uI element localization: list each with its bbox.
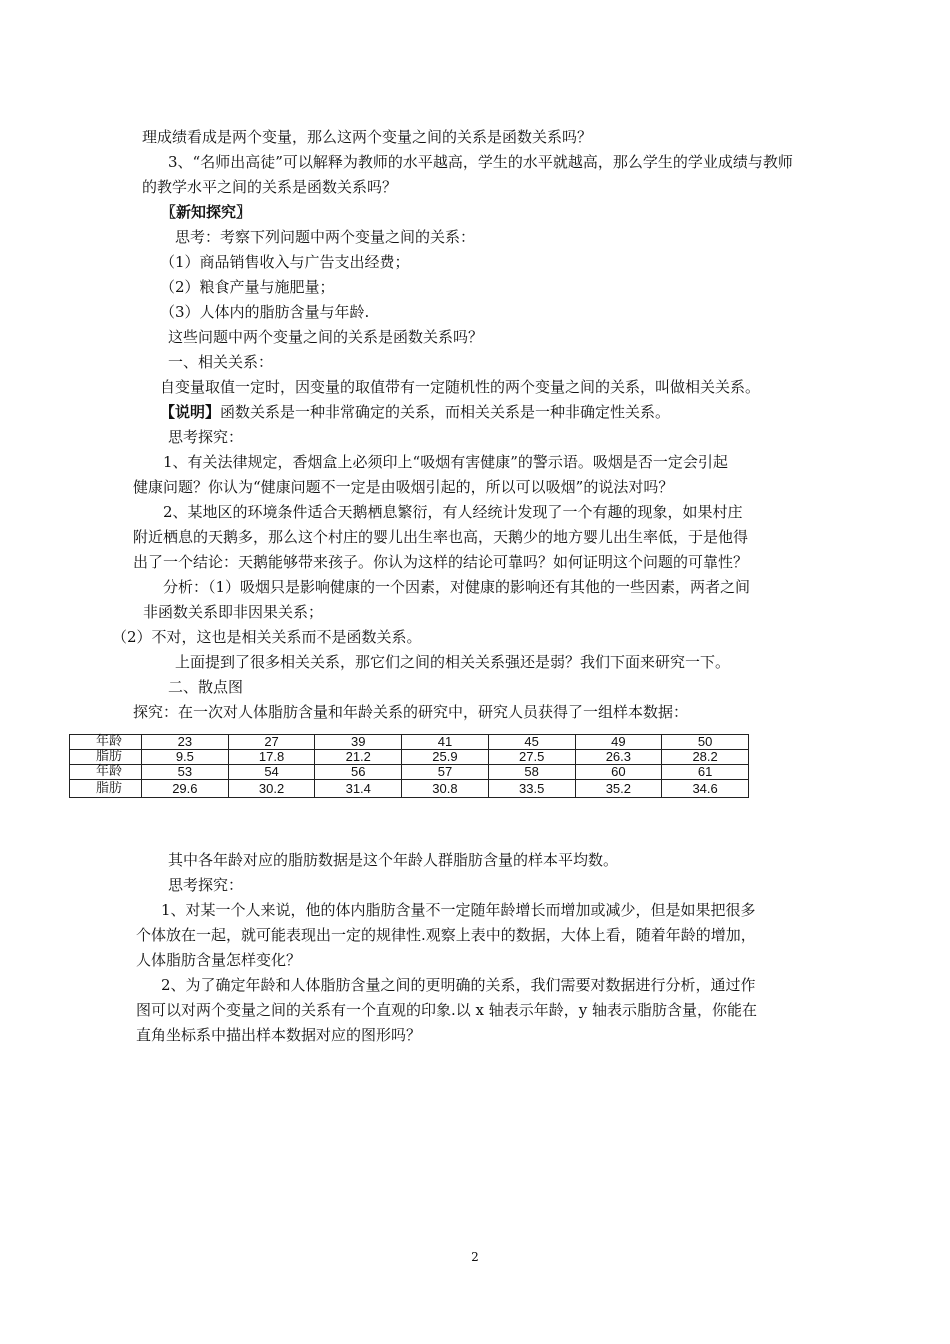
paragraph-line: 的教学水平之间的关系是函数关系吗？: [142, 178, 398, 196]
table-cell: 33.5: [488, 780, 575, 798]
paragraph-line: 1、有关法律规定，香烟盒上必须印上“吸烟有害健康”的警示语。吸烟是否一定会引起: [163, 453, 728, 471]
table-cell: 57: [402, 765, 489, 780]
paragraph-line: 其中各年龄对应的脂肪数据是这个年龄人群脂肪含量的样本平均数。: [168, 851, 619, 869]
table-row-label: 脂肪: [70, 750, 142, 765]
section-heading: 〖新知探究〗: [161, 203, 252, 221]
paragraph-line: 探究：在一次对人体脂肪含量和年龄关系的研究中，研究人员获得了一组样本数据：: [133, 703, 689, 721]
definition-line: 自变量取值一定时，因变量的取值带有一定随机性的两个变量之间的关系，叫做相关关系。: [160, 378, 761, 396]
table-cell: 56: [315, 765, 402, 780]
paragraph-line: （2）粮食产量与施肥量；: [160, 278, 335, 296]
table-cell: 28.2: [662, 750, 749, 765]
paragraph-line: 思考探究：: [168, 428, 244, 446]
table-cell: 9.5: [142, 750, 229, 765]
paragraph-line: 思考探究：: [168, 876, 244, 894]
table-cell: 27: [228, 735, 315, 750]
paragraph-line: 3、“名师出高徒”可以解释为教师的水平越高，学生的水平就越高，那么学生的学业成绩与教师: [168, 153, 793, 171]
table-cell: 60: [575, 765, 662, 780]
table-row: [70, 750, 749, 765]
table-cell: 58: [488, 765, 575, 780]
paragraph-line: 个体放在一起，就可能表现出一定的规律性.观察上表中的数据，大体上看，随着年龄的增加，: [136, 926, 756, 944]
table-cell: 17.8: [228, 750, 315, 765]
table-cell: 39: [315, 735, 402, 750]
table-cell: 61: [662, 765, 749, 780]
table-cell: 30.8: [402, 780, 489, 798]
section-heading: 二、散点图: [168, 678, 244, 696]
table-cell: 27.5: [488, 750, 575, 765]
note-text: 函数关系是一种非常确定的关系，而相关关系是一种非确定性关系。: [220, 403, 671, 421]
paragraph-line: 非函数关系即非因果关系；: [143, 603, 324, 621]
data-table: [69, 734, 749, 798]
table-row-label: 脂肪: [70, 780, 142, 798]
paragraph-line: 分析：（1）吸烟只是影响健康的一个因素，对健康的影响还有其他的一些因素，两者之间: [163, 578, 751, 596]
table-cell: 30.2: [228, 780, 315, 798]
paragraph-line: 2、为了确定年龄和人体脂肪含量之间的更明确的关系，我们需要对数据进行分析，通过作: [161, 976, 756, 994]
table-cell: 23: [142, 735, 229, 750]
paragraph-line: 附近栖息的天鹅多，那么这个村庄的婴儿出生率也高，天鹅少的地方婴儿出生率低，于是他得: [133, 528, 749, 546]
paragraph-line: 思考：考察下列问题中两个变量之间的关系：: [175, 228, 476, 246]
paragraph-line: 人体脂肪含量怎样变化？: [136, 951, 302, 969]
table-cell: 35.2: [575, 780, 662, 798]
note-line: [160, 402, 670, 422]
table-cell: 54: [228, 765, 315, 780]
table-cell: 34.6: [662, 780, 749, 798]
paragraph-line: 上面提到了很多相关关系，那它们之间的相关关系强还是弱？我们下面来研究一下。: [175, 653, 731, 671]
table-cell: 21.2: [315, 750, 402, 765]
table-row: [70, 735, 749, 750]
paragraph-line: 2、某地区的环境条件适合天鹅栖息繁衍，有人经统计发现了一个有趣的现象，如果村庄: [163, 503, 743, 521]
table-cell: 25.9: [402, 750, 489, 765]
paragraph-line: 健康问题？你认为“健康问题不一定是由吸烟引起的，所以可以吸烟”的说法对吗？: [133, 478, 674, 496]
table-cell: 53: [142, 765, 229, 780]
table-cell: 31.4: [315, 780, 402, 798]
paragraph-line: 这些问题中两个变量之间的关系是函数关系吗？: [168, 328, 484, 346]
table-cell: 50: [662, 735, 749, 750]
paragraph-line: （1）商品销售收入与广告支出经费；: [160, 253, 410, 271]
table-cell: 29.6: [142, 780, 229, 798]
table-cell: 49: [575, 735, 662, 750]
paragraph-line: 出了一个结论：天鹅能够带来孩子。你认为这样的结论可靠吗？如何证明这个问题的可靠性？: [133, 553, 749, 571]
table-cell: 41: [402, 735, 489, 750]
paragraph-line: 1、对某一个人来说，他的体内脂肪含量不一定随年龄增长而增加或减少，但是如果把很多: [161, 901, 756, 919]
table-row-label: 年龄: [70, 765, 142, 780]
paragraph-line: 直角坐标系中描出样本数据对应的图形吗？: [136, 1026, 422, 1044]
paragraph-line: （3）人体内的脂肪含量与年龄.: [160, 303, 370, 321]
page-number: 2: [471, 1250, 479, 1264]
table-row: [70, 780, 749, 798]
table-cell: 26.3: [575, 750, 662, 765]
table-row: [70, 765, 749, 780]
table-cell: 45: [488, 735, 575, 750]
table-row-label: 年龄: [70, 735, 142, 750]
paragraph-line: 图可以对两个变量之间的关系有一个直观的印象.以 x 轴表示年龄，y 轴表示脂肪含量，你能在: [136, 1001, 758, 1019]
paragraph-line: 理成绩看成是两个变量，那么这两个变量之间的关系是函数关系吗？: [142, 128, 593, 146]
note-label: 【说明】: [160, 403, 221, 421]
paragraph-line: （2）不对，这也是相关关系而不是函数关系。: [112, 628, 422, 646]
section-heading: 一、相关关系：: [168, 353, 274, 371]
